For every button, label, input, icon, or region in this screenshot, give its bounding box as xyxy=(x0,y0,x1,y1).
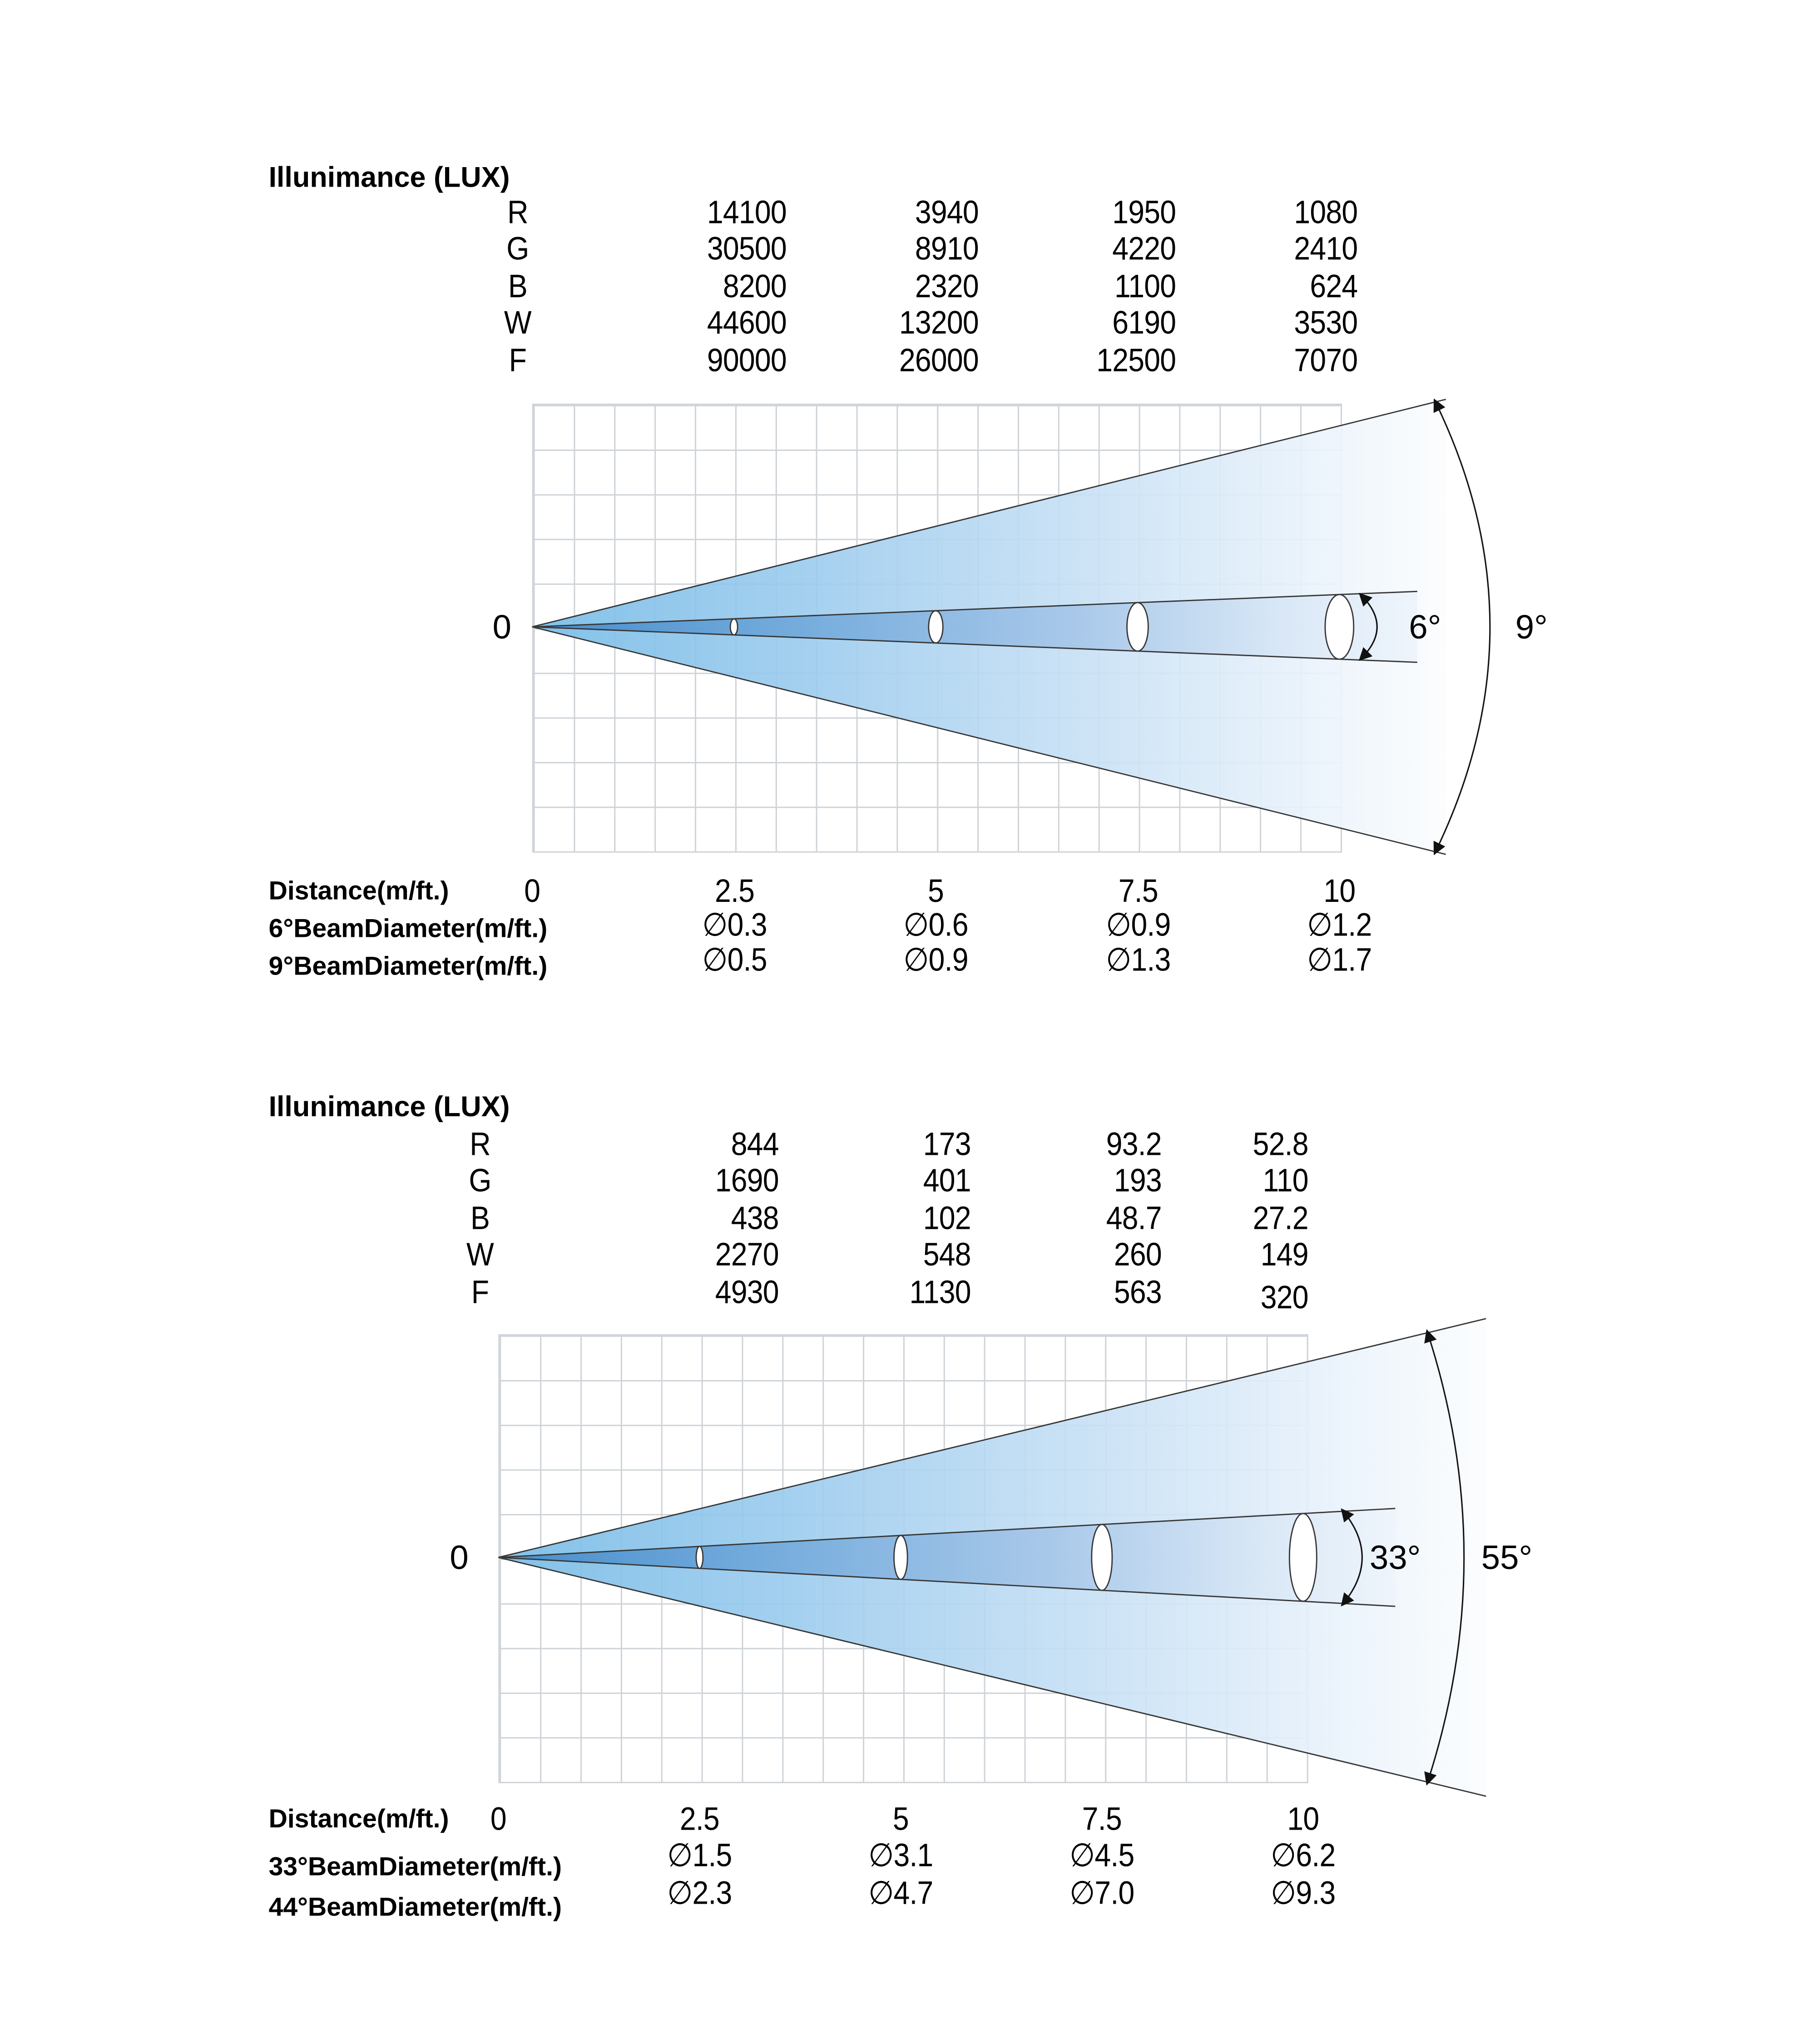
lux-value: 401 xyxy=(923,1163,971,1199)
distance-value: 10 xyxy=(1323,873,1356,910)
beam-diameter-value: ∅0.6 xyxy=(903,907,968,944)
lux-value: 173 xyxy=(923,1126,971,1163)
beam-diameter-value: ∅7.0 xyxy=(1069,1875,1134,1912)
beam-diameter-value: ∅1.3 xyxy=(1105,942,1170,979)
beam-diameter-label: 9°BeamDiameter(m/ft.) xyxy=(268,952,548,981)
lux-value: 102 xyxy=(923,1200,971,1237)
lux-value: 149 xyxy=(1260,1237,1308,1273)
lux-value: 4220 xyxy=(1112,231,1176,267)
distance-value: 5 xyxy=(928,873,944,910)
lux-value: 193 xyxy=(1114,1163,1162,1199)
lux-value: 1950 xyxy=(1112,194,1176,231)
lux-value: 563 xyxy=(1114,1274,1162,1311)
lux-value: 1100 xyxy=(1114,268,1176,305)
lux-value: 2410 xyxy=(1294,231,1358,267)
origin-label: 0 xyxy=(450,1538,469,1577)
lux-value: 548 xyxy=(923,1237,971,1273)
lux-value: 8200 xyxy=(723,268,787,305)
lux-value: 14100 xyxy=(707,194,787,231)
illuminance-title: Illunimance (LUX) xyxy=(268,161,510,193)
lux-value: 93.2 xyxy=(1106,1126,1162,1163)
distance-value: 2.5 xyxy=(679,1801,719,1838)
beam-diameter-value: ∅6.2 xyxy=(1271,1837,1336,1874)
beam-diameter-value: ∅1.2 xyxy=(1307,907,1372,944)
beam-diameter-value: ∅1.7 xyxy=(1307,942,1372,979)
lux-value: 7070 xyxy=(1294,342,1358,379)
lux-value: 260 xyxy=(1114,1237,1162,1273)
outer-angle-label: 55° xyxy=(1481,1538,1533,1577)
lux-value: 8910 xyxy=(915,231,979,267)
lux-row-label: F xyxy=(471,1274,490,1311)
inner-angle-label: 6° xyxy=(1409,607,1441,647)
lux-value: 2320 xyxy=(915,268,979,305)
lux-row-label: R xyxy=(470,1126,491,1163)
beam-diameter-value: ∅9.3 xyxy=(1271,1875,1336,1912)
lux-row-label: G xyxy=(469,1163,492,1199)
lux-value: 320 xyxy=(1260,1279,1308,1316)
lux-value: 26000 xyxy=(899,342,979,379)
lux-value: 12500 xyxy=(1096,342,1176,379)
beam-diameter-label: 6°BeamDiameter(m/ft.) xyxy=(268,915,548,944)
distance-value: 5 xyxy=(892,1801,909,1838)
beam-diameter-value: ∅0.5 xyxy=(701,942,767,979)
distance-value: 10 xyxy=(1287,1801,1319,1838)
lux-value: 44600 xyxy=(707,305,787,341)
outer-angle-label: 9° xyxy=(1515,607,1548,647)
lux-value: 624 xyxy=(1310,268,1358,305)
lux-value: 52.8 xyxy=(1253,1126,1308,1163)
beam-diameter-value: ∅0.3 xyxy=(701,907,767,944)
lux-value: 1690 xyxy=(715,1163,779,1199)
distance-value: 7.5 xyxy=(1118,873,1158,910)
lux-row-label: W xyxy=(504,305,532,341)
distance-value: 0 xyxy=(524,873,540,910)
illuminance-title: Illunimance (LUX) xyxy=(268,1090,510,1123)
lux-value: 3940 xyxy=(915,194,979,231)
distance-value: 7.5 xyxy=(1082,1801,1122,1838)
lux-row-label: G xyxy=(506,231,530,267)
lux-value: 6190 xyxy=(1112,305,1176,341)
distance-label: Distance(m/ft.) xyxy=(268,1805,449,1834)
origin-label: 0 xyxy=(492,607,512,647)
beam-diameter-value: ∅4.7 xyxy=(868,1875,933,1912)
beam-diameter-value: ∅0.9 xyxy=(1105,907,1170,944)
inner-angle-label: 33° xyxy=(1370,1538,1421,1577)
distance-value: 2.5 xyxy=(714,873,754,910)
lux-value: 4930 xyxy=(715,1274,779,1311)
lux-row-label: W xyxy=(466,1237,494,1273)
beam-diameter-value: ∅3.1 xyxy=(868,1837,933,1874)
lux-value: 1080 xyxy=(1294,194,1358,231)
lux-value: 27.2 xyxy=(1253,1200,1308,1237)
beam-diameter-value: ∅1.5 xyxy=(667,1837,732,1874)
beam-diameter-value: ∅4.5 xyxy=(1069,1837,1134,1874)
lux-row-label: F xyxy=(509,342,527,379)
beam-diameter-label: 44°BeamDiameter(m/ft.) xyxy=(268,1893,562,1922)
lux-value: 844 xyxy=(731,1126,779,1163)
beam-diameter-value: ∅0.9 xyxy=(903,942,968,979)
beam-diameter-label: 33°BeamDiameter(m/ft.) xyxy=(268,1853,562,1882)
lux-value: 2270 xyxy=(715,1237,779,1273)
lux-row-label: R xyxy=(507,194,529,231)
distance-value: 0 xyxy=(490,1801,506,1838)
distance-label: Distance(m/ft.) xyxy=(268,877,449,906)
lux-value: 48.7 xyxy=(1106,1200,1162,1237)
lux-value: 438 xyxy=(731,1200,779,1237)
lux-value: 3530 xyxy=(1294,305,1358,341)
lux-value: 13200 xyxy=(899,305,979,341)
lux-value: 30500 xyxy=(707,231,787,267)
beam-diameter-value: ∅2.3 xyxy=(667,1875,732,1912)
lux-value: 1130 xyxy=(909,1274,971,1311)
lux-row-label: B xyxy=(508,268,528,305)
lux-value: 110 xyxy=(1262,1163,1308,1199)
lux-row-label: B xyxy=(470,1200,490,1237)
lux-value: 90000 xyxy=(707,342,787,379)
